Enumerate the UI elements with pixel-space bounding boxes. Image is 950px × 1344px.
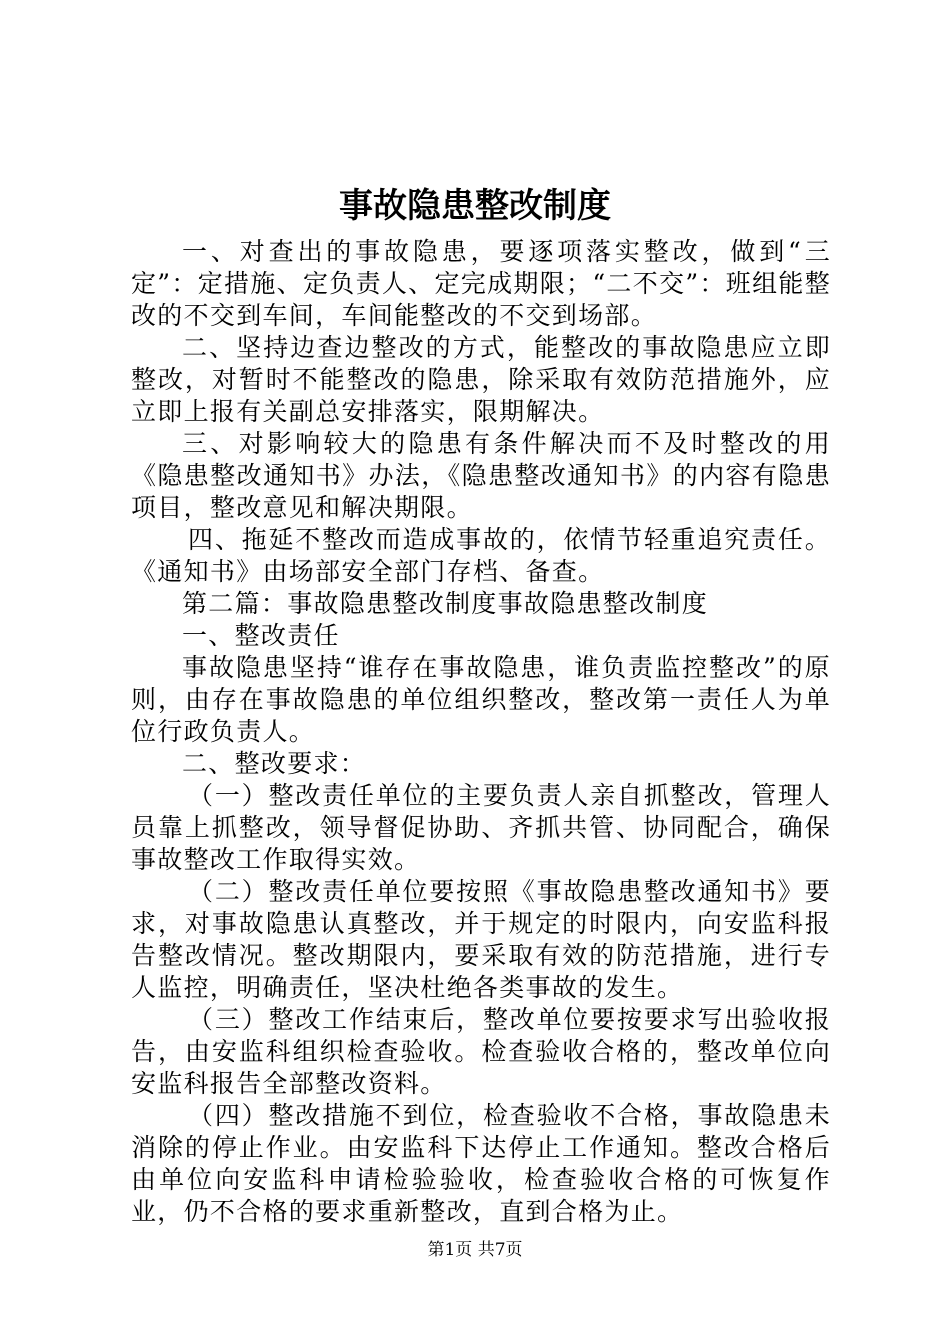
requirement-3: （三）整改工作结束后，整改单位要按要求写出验收报告，由安监科组织检查验收。检查验收合格的，整改单位向安监科报告全部整改资料。 xyxy=(131,1005,831,1098)
paragraph-4: 四、拖延不整改而造成事故的，依情节轻重追究责任。《通知书》由场部安全部门存档、备查。 xyxy=(131,525,831,586)
requirement-4: （四）整改措施不到位，检查验收不合格，事故隐患未消除的停止作业。由安监科下达停止工作通知。整改合格后由单位向安监科申请检验验收，检查验收合格的可恢复作业，仍不合格的要求重新整改，直到合格为止。 xyxy=(131,1101,831,1226)
subheading-responsibility: 一、整改责任 xyxy=(182,621,340,650)
paragraph-responsibility: 事故隐患坚持“谁存在事故隐患，谁负责监控整改”的原则，由存在事故隐患的单位组织整改，整改第一责任人为单位行政负责人。 xyxy=(131,653,831,746)
paragraph-1: 一、对查出的事故隐患，要逐项落实整改，做到“三定”：定措施、定负责人、定完成期限；“二不交”：班组能整改的不交到车间，车间能整改的不交到场部。 xyxy=(131,237,831,330)
paragraph-3: 三、对影响较大的隐患有条件解决而不及时整改的用《隐患整改通知书》办法，《隐患整改通知书》的内容有隐患项目，整改意见和解决期限。 xyxy=(131,429,831,522)
section-2-heading: 第二篇：事故隐患整改制度事故隐患整改制度 xyxy=(182,589,709,618)
requirement-2: （二）整改责任单位要按照《事故隐患整改通知书》要求，对事故隐患认真整改，并于规定的时限内，向安监科报告整改情况。整改期限内，要采取有效的防范措施，进行专人监控，明确责任，坚决杜绝各类事故的发生。 xyxy=(131,877,831,1002)
document-title: 事故隐患整改制度 xyxy=(339,186,611,226)
subheading-requirements: 二、整改要求： xyxy=(182,749,367,778)
document-body xyxy=(131,236,831,1228)
page-number-footer: 第1页 共7页 xyxy=(427,1240,523,1260)
paragraph-2: 二、坚持边查边整改的方式，能整改的事故隐患应立即整改，对暂时不能整改的隐患，除采取有效防范措施外，应立即上报有关副总安排落实，限期解决。 xyxy=(131,333,831,426)
requirement-1: （一）整改责任单位的主要负责人亲自抓整改，管理人员靠上抓整改，领导督促协助、齐抓共管、协同配合，确保事故整改工作取得实效。 xyxy=(131,781,831,874)
